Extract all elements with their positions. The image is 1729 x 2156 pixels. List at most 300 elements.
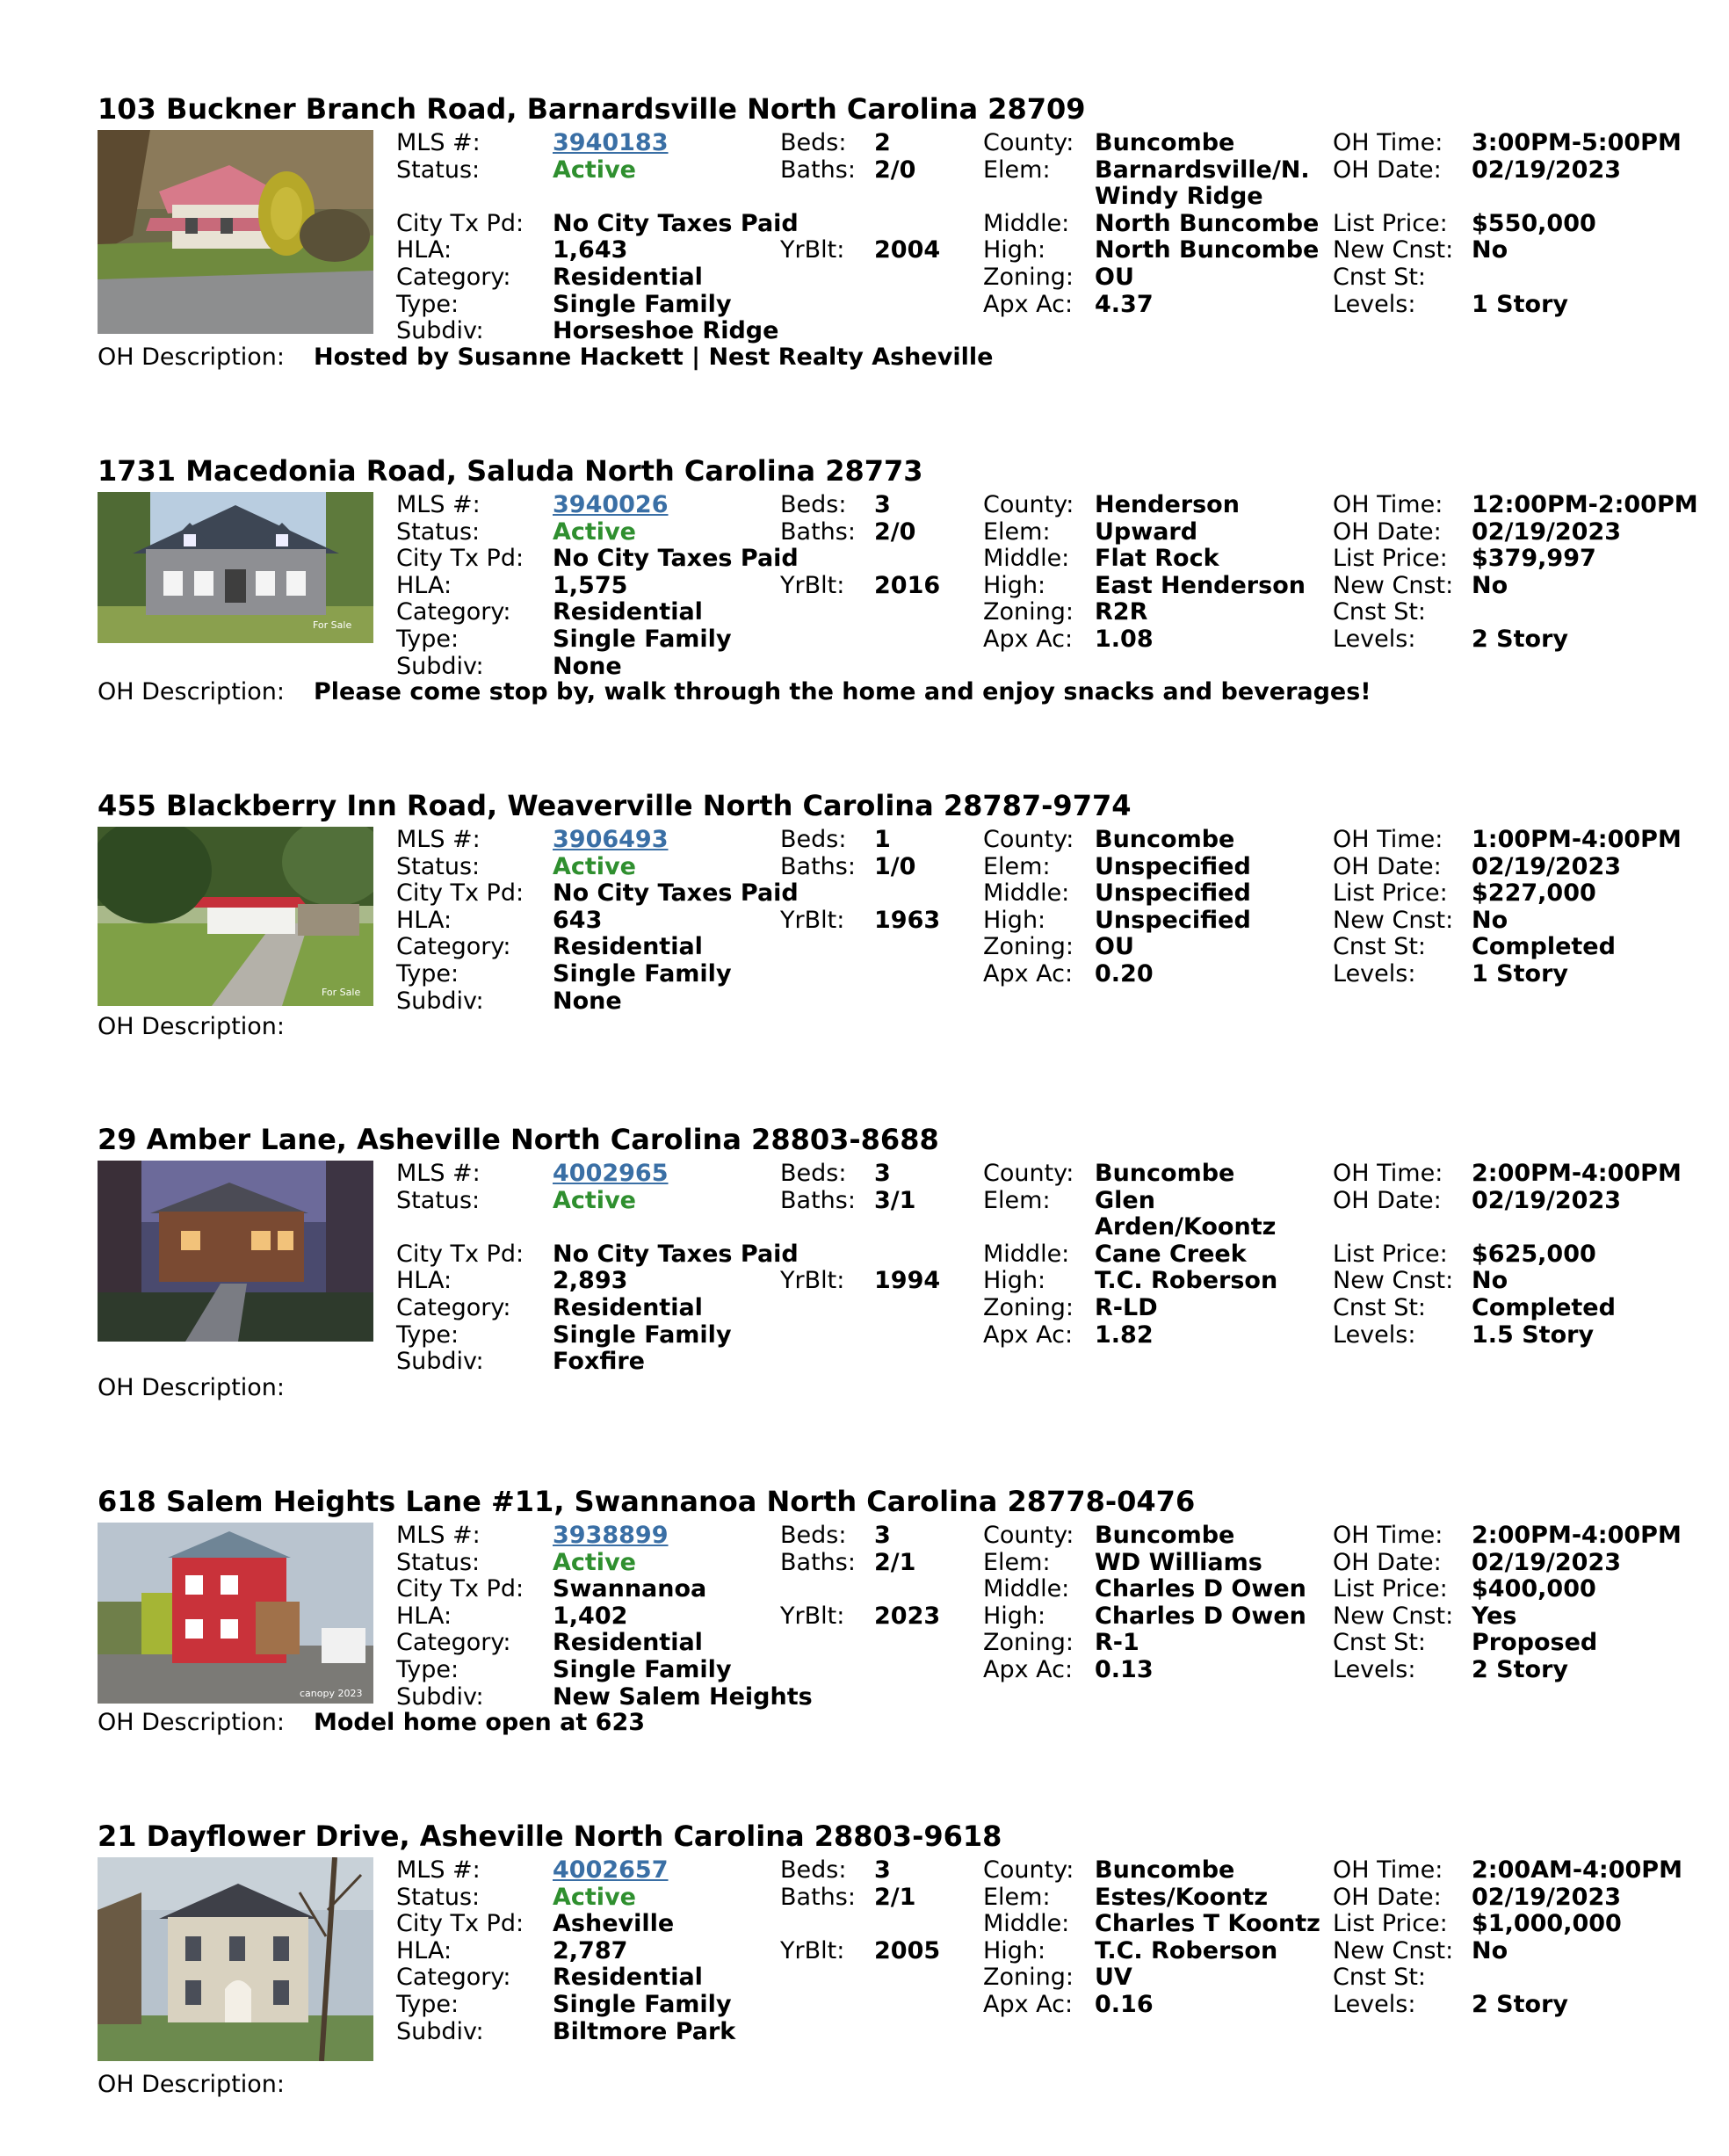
city-tax-label: City Tx Pd:	[396, 1910, 524, 1938]
subdiv-label: Subdiv:	[396, 1348, 484, 1376]
apx-ac-value: 1.08	[1095, 625, 1154, 653]
zoning-value: OU	[1095, 263, 1134, 291]
status-value: Active	[553, 517, 636, 546]
high-value: North Buncombe	[1095, 236, 1320, 264]
oh-time-label: OH Time:	[1333, 129, 1443, 156]
list-price-label: List Price:	[1333, 209, 1448, 237]
type-value: Single Family	[553, 959, 732, 988]
subdiv-value: None	[553, 652, 622, 680]
beds-value: 3	[874, 1160, 891, 1187]
listing-address: 455 Blackberry Inn Road, Weaverville North Carolina 28787-9774	[98, 789, 1132, 822]
listing-photo[interactable]	[98, 1857, 373, 2061]
listing-card	[98, 1125, 1705, 1459]
new-cnst-value: Yes	[1472, 1602, 1517, 1630]
house-photo-6	[98, 1857, 373, 2061]
city-tax-label: City Tx Pd:	[396, 545, 524, 573]
high-label: High:	[983, 571, 1046, 599]
baths-value: 1/0	[874, 852, 916, 880]
listing-card	[98, 1822, 1705, 2156]
apx-ac-value: 1.82	[1095, 1320, 1154, 1349]
city-tax-value: No City Taxes Paid	[553, 209, 799, 237]
baths-value: 2/1	[874, 1548, 916, 1576]
high-value: Unspecified	[1095, 906, 1251, 934]
cnst-st-label: Cnst St:	[1333, 1629, 1427, 1657]
high-value: T.C. Roberson	[1095, 1267, 1278, 1295]
oh-time-value: 1:00PM-4:00PM	[1472, 826, 1682, 853]
listing-details	[396, 130, 1705, 345]
type-value: Single Family	[553, 1990, 732, 2018]
type-label: Type:	[396, 625, 459, 653]
zoning-label: Zoning:	[983, 1293, 1074, 1321]
beds-value: 3	[874, 491, 891, 518]
baths-label: Baths:	[780, 852, 856, 880]
category-label: Category:	[396, 263, 511, 291]
type-value: Single Family	[553, 290, 732, 318]
zoning-value: R2R	[1095, 598, 1148, 626]
middle-label: Middle:	[983, 879, 1070, 908]
mls-link[interactable]: 4002657	[553, 1856, 669, 1884]
zoning-value: R-1	[1095, 1629, 1139, 1657]
apx-ac-value: 4.37	[1095, 290, 1154, 318]
house-photo-5	[98, 1523, 373, 1704]
zoning-value: OU	[1095, 933, 1134, 961]
hla-value: 2,893	[553, 1267, 628, 1295]
subdiv-value: None	[553, 987, 622, 1015]
beds-value: 3	[874, 1856, 891, 1884]
listing-card	[98, 92, 1705, 429]
yrblt-value: 2023	[874, 1602, 941, 1630]
list-price-value: $625,000	[1472, 1240, 1596, 1268]
cnst-st-value: Completed	[1472, 1293, 1616, 1321]
category-label: Category:	[396, 1293, 511, 1321]
baths-label: Baths:	[780, 1883, 856, 1911]
middle-value: Cane Creek	[1095, 1240, 1247, 1268]
elem-label: Elem:	[983, 852, 1051, 880]
levels-label: Levels:	[1333, 1655, 1416, 1683]
yrblt-value: 1963	[874, 906, 941, 934]
oh-date-label: OH Date:	[1333, 1548, 1442, 1576]
apx-ac-label: Apx Ac:	[983, 1990, 1074, 2018]
oh-description-label: OH Description:	[98, 1013, 286, 1040]
city-tax-value: No City Taxes Paid	[553, 1240, 799, 1268]
list-price-value: $550,000	[1472, 209, 1596, 237]
apx-ac-label: Apx Ac:	[983, 1655, 1074, 1683]
apx-ac-label: Apx Ac:	[983, 959, 1074, 988]
status-value: Active	[553, 852, 636, 880]
baths-label: Baths:	[780, 1548, 856, 1576]
levels-value: 2 Story	[1472, 625, 1569, 653]
subdiv-value: Foxfire	[553, 1348, 645, 1376]
high-label: High:	[983, 1602, 1046, 1630]
yrblt-value: 1994	[874, 1267, 941, 1295]
type-label: Type:	[396, 290, 459, 318]
oh-date-value: 02/19/2023	[1472, 1186, 1622, 1214]
status-value: Active	[553, 156, 636, 184]
baths-value: 2/1	[874, 1883, 916, 1911]
oh-description-label: OH Description:	[98, 678, 286, 705]
list-price-value: $227,000	[1472, 879, 1596, 908]
new-cnst-label: New Cnst:	[1333, 1936, 1454, 1964]
house-photo-1	[98, 130, 373, 334]
county-label: County:	[983, 129, 1074, 156]
apx-ac-value: 0.13	[1095, 1655, 1154, 1683]
list-price-label: List Price:	[1333, 1240, 1448, 1268]
listing-address: 103 Buckner Branch Road, Barnardsville North Carolina 28709	[98, 92, 1086, 126]
yrblt-label: YrBlt:	[780, 1936, 845, 1964]
cnst-st-value	[1472, 1964, 1705, 1992]
mls-link[interactable]: 3938899	[553, 1522, 669, 1549]
oh-description-label: OH Description:	[98, 1374, 286, 1401]
oh-time-value: 2:00PM-4:00PM	[1472, 1522, 1682, 1549]
elem-value: WD Williams	[1095, 1548, 1262, 1576]
high-label: High:	[983, 906, 1046, 934]
list-price-value: $379,997	[1472, 545, 1596, 573]
new-cnst-label: New Cnst:	[1333, 906, 1454, 934]
apx-ac-label: Apx Ac:	[983, 625, 1074, 653]
type-value: Single Family	[553, 1655, 732, 1683]
category-label: Category:	[396, 1964, 511, 1992]
levels-label: Levels:	[1333, 959, 1416, 988]
levels-value: 2 Story	[1472, 1655, 1569, 1683]
yrblt-label: YrBlt:	[780, 1267, 845, 1295]
listing-photo[interactable]	[98, 1523, 373, 1704]
subdiv-value: Horseshoe Ridge	[553, 317, 779, 345]
type-value: Single Family	[553, 1320, 732, 1349]
city-tax-label: City Tx Pd:	[396, 879, 524, 908]
subdiv-label: Subdiv:	[396, 317, 484, 345]
listing-details	[396, 827, 1705, 1015]
house-photo-4	[98, 1161, 373, 1342]
status-label: Status:	[396, 1186, 481, 1214]
new-cnst-value: No	[1472, 906, 1508, 934]
yrblt-value: 2016	[874, 571, 941, 599]
oh-description	[98, 344, 993, 372]
oh-description-value: Hosted by Susanne Hackett | Nest Realty Asheville	[314, 344, 994, 371]
list-price-value: $400,000	[1472, 1575, 1596, 1603]
cnst-st-value	[1472, 599, 1705, 626]
subdiv-value: Biltmore Park	[553, 2017, 736, 2045]
elem-label: Elem:	[983, 1548, 1051, 1576]
levels-label: Levels:	[1333, 1320, 1416, 1349]
levels-label: Levels:	[1333, 290, 1416, 318]
city-tax-value: No City Taxes Paid	[553, 545, 799, 573]
category-label: Category:	[396, 598, 511, 626]
oh-date-label: OH Date:	[1333, 1186, 1442, 1214]
cnst-st-label: Cnst St:	[1333, 263, 1427, 291]
oh-date-label: OH Date:	[1333, 1883, 1442, 1911]
type-label: Type:	[396, 1320, 459, 1349]
middle-label: Middle:	[983, 545, 1070, 573]
yrblt-value: 2004	[874, 236, 941, 264]
levels-value: 2 Story	[1472, 1990, 1569, 2018]
oh-description	[98, 1710, 645, 1737]
hla-label: HLA:	[396, 1602, 452, 1630]
levels-label: Levels:	[1333, 625, 1416, 653]
county-value: Buncombe	[1095, 1856, 1235, 1884]
elem-label: Elem:	[983, 1186, 1051, 1214]
type-value: Single Family	[553, 625, 732, 653]
category-value: Residential	[553, 1293, 703, 1321]
city-tax-value: No City Taxes Paid	[553, 879, 799, 908]
hla-label: HLA:	[396, 1936, 452, 1964]
listing-details	[396, 1161, 1705, 1376]
county-value: Henderson	[1095, 491, 1240, 518]
hla-value: 1,643	[553, 236, 628, 264]
oh-description-label: OH Description:	[98, 2071, 286, 2098]
category-label: Category:	[396, 1629, 511, 1657]
hla-label: HLA:	[396, 1267, 452, 1295]
status-label: Status:	[396, 517, 481, 546]
high-label: High:	[983, 1936, 1046, 1964]
oh-description	[98, 1014, 314, 1041]
mls-link[interactable]: 3940183	[553, 129, 669, 156]
elem-label: Elem:	[983, 156, 1051, 184]
category-value: Residential	[553, 1629, 703, 1657]
list-price-value: $1,000,000	[1472, 1910, 1622, 1938]
category-value: Residential	[553, 598, 703, 626]
listing-address: 21 Dayflower Drive, Asheville North Carolina 28803-9618	[98, 1820, 1002, 1853]
oh-description	[98, 679, 1371, 706]
oh-date-value: 02/19/2023	[1472, 852, 1622, 880]
beds-label: Beds:	[780, 491, 847, 518]
cnst-st-label: Cnst St:	[1333, 1964, 1427, 1992]
house-photo-3	[98, 827, 373, 1006]
category-value: Residential	[553, 263, 703, 291]
oh-date-value: 02/19/2023	[1472, 1883, 1622, 1911]
middle-label: Middle:	[983, 1910, 1070, 1938]
oh-time-value: 3:00PM-5:00PM	[1472, 129, 1682, 156]
mls-label: MLS #:	[396, 826, 481, 853]
elem-value: Unspecified	[1095, 852, 1251, 880]
county-label: County:	[983, 1522, 1074, 1549]
elem-label: Elem:	[983, 1883, 1051, 1911]
baths-label: Baths:	[780, 1186, 856, 1214]
high-value: T.C. Roberson	[1095, 1936, 1278, 1964]
zoning-value: UV	[1095, 1964, 1132, 1992]
oh-description-value: Please come stop by, walk through the home and enjoy snacks and beverages!	[314, 678, 1371, 705]
baths-value: 2/0	[874, 517, 916, 546]
listing-address: 1731 Macedonia Road, Saluda North Carolina 28773	[98, 454, 923, 488]
photo-caption: For Sale	[313, 619, 352, 631]
county-label: County:	[983, 491, 1074, 518]
beds-value: 1	[874, 826, 891, 853]
hla-value: 643	[553, 906, 603, 934]
listing-card	[98, 1487, 1705, 1821]
category-value: Residential	[553, 1964, 703, 1992]
middle-value: Charles D Owen	[1095, 1575, 1306, 1603]
mls-label: MLS #:	[396, 1856, 481, 1884]
list-price-label: List Price:	[1333, 879, 1448, 908]
yrblt-label: YrBlt:	[780, 906, 845, 934]
cnst-st-value: Completed	[1472, 933, 1616, 961]
oh-date-value: 02/19/2023	[1472, 517, 1622, 546]
beds-label: Beds:	[780, 826, 847, 853]
oh-time-label: OH Time:	[1333, 826, 1443, 853]
listing-details	[396, 492, 1705, 680]
oh-time-label: OH Time:	[1333, 1522, 1443, 1549]
oh-date-value: 02/19/2023	[1472, 156, 1622, 184]
apx-ac-value: 0.16	[1095, 1990, 1154, 2018]
photo-caption: For Sale	[322, 987, 361, 998]
hla-value: 2,787	[553, 1936, 628, 1964]
oh-date-label: OH Date:	[1333, 852, 1442, 880]
subdiv-label: Subdiv:	[396, 652, 484, 680]
city-tax-value: Asheville	[553, 1910, 675, 1938]
listing-details	[396, 1523, 1705, 1711]
status-label: Status:	[396, 1883, 481, 1911]
cnst-st-value: Proposed	[1472, 1629, 1598, 1657]
hla-value: 1,575	[553, 571, 628, 599]
hla-label: HLA:	[396, 236, 452, 264]
listing-photo[interactable]	[98, 130, 373, 334]
baths-label: Baths:	[780, 156, 856, 184]
middle-value: North Buncombe	[1095, 209, 1320, 237]
elem-value: Estes/Koontz	[1095, 1883, 1269, 1911]
city-tax-value: Swannanoa	[553, 1575, 707, 1603]
status-label: Status:	[396, 1548, 481, 1576]
category-label: Category:	[396, 933, 511, 961]
status-value: Active	[553, 1186, 636, 1214]
beds-value: 3	[874, 1522, 891, 1549]
beds-label: Beds:	[780, 129, 847, 156]
house-photo-2	[98, 492, 373, 643]
new-cnst-value: No	[1472, 1936, 1508, 1964]
oh-time-label: OH Time:	[1333, 491, 1443, 518]
category-value: Residential	[553, 933, 703, 961]
levels-label: Levels:	[1333, 1990, 1416, 2018]
new-cnst-label: New Cnst:	[1333, 236, 1454, 264]
listing-details	[396, 1857, 1705, 2045]
type-label: Type:	[396, 1990, 459, 2018]
yrblt-label: YrBlt:	[780, 571, 845, 599]
cnst-st-label: Cnst St:	[1333, 933, 1427, 961]
status-value: Active	[553, 1883, 636, 1911]
beds-label: Beds:	[780, 1522, 847, 1549]
mls-link[interactable]: 3906493	[553, 826, 669, 853]
status-value: Active	[553, 1548, 636, 1576]
listing-card	[98, 454, 1705, 791]
levels-value: 1 Story	[1472, 290, 1569, 318]
type-label: Type:	[396, 1655, 459, 1683]
oh-time-value: 2:00PM-4:00PM	[1472, 1160, 1682, 1187]
zoning-label: Zoning:	[983, 1964, 1074, 1992]
high-value: Charles D Owen	[1095, 1602, 1306, 1630]
status-label: Status:	[396, 156, 481, 184]
levels-value: 1 Story	[1472, 959, 1569, 988]
beds-value: 2	[874, 129, 891, 156]
subdiv-label: Subdiv:	[396, 1682, 484, 1711]
subdiv-label: Subdiv:	[396, 987, 484, 1015]
oh-description	[98, 1375, 314, 1402]
elem-value: Upward	[1095, 517, 1198, 546]
middle-value: Charles T Koontz	[1095, 1910, 1320, 1938]
elem-value: Barnardsville/N. Windy Ridge	[1095, 156, 1310, 211]
listing-address: 618 Salem Heights Lane #11, Swannanoa North Carolina 28778-0476	[98, 1485, 1196, 1518]
oh-time-label: OH Time:	[1333, 1160, 1443, 1187]
baths-label: Baths:	[780, 517, 856, 546]
county-label: County:	[983, 1160, 1074, 1187]
levels-value: 1.5 Story	[1472, 1320, 1595, 1349]
new-cnst-value: No	[1472, 236, 1508, 264]
elem-label: Elem:	[983, 517, 1051, 546]
hla-label: HLA:	[396, 571, 452, 599]
oh-time-value: 12:00PM-2:00PM	[1472, 491, 1698, 518]
hla-label: HLA:	[396, 906, 452, 934]
zoning-label: Zoning:	[983, 1629, 1074, 1657]
photo-caption: canopy 2023	[300, 1688, 363, 1699]
zoning-label: Zoning:	[983, 933, 1074, 961]
baths-value: 2/0	[874, 156, 916, 184]
mls-label: MLS #:	[396, 491, 481, 518]
middle-label: Middle:	[983, 209, 1070, 237]
new-cnst-label: New Cnst:	[1333, 1602, 1454, 1630]
oh-description-label: OH Description:	[98, 1709, 286, 1736]
subdiv-value: New Salem Heights	[553, 1682, 813, 1711]
oh-date-value: 02/19/2023	[1472, 1548, 1622, 1576]
mls-link[interactable]: 4002965	[553, 1160, 669, 1187]
oh-time-value: 2:00AM-4:00PM	[1472, 1856, 1682, 1884]
yrblt-value: 2005	[874, 1936, 941, 1964]
high-value: East Henderson	[1095, 571, 1306, 599]
list-price-label: List Price:	[1333, 1575, 1448, 1603]
mls-label: MLS #:	[396, 1522, 481, 1549]
county-value: Buncombe	[1095, 129, 1235, 156]
elem-value: Glen Arden/Koontz	[1095, 1186, 1277, 1241]
county-label: County:	[983, 826, 1074, 853]
oh-time-label: OH Time:	[1333, 1856, 1443, 1884]
oh-date-label: OH Date:	[1333, 517, 1442, 546]
city-tax-label: City Tx Pd:	[396, 1240, 524, 1268]
high-label: High:	[983, 1267, 1046, 1295]
yrblt-label: YrBlt:	[780, 236, 845, 264]
county-value: Buncombe	[1095, 1160, 1235, 1187]
beds-label: Beds:	[780, 1160, 847, 1187]
listing-card	[98, 789, 1705, 1125]
cnst-st-label: Cnst St:	[1333, 1293, 1427, 1321]
status-label: Status:	[396, 852, 481, 880]
apx-ac-value: 0.20	[1095, 959, 1154, 988]
cnst-st-label: Cnst St:	[1333, 598, 1427, 626]
county-value: Buncombe	[1095, 1522, 1235, 1549]
hla-value: 1,402	[553, 1602, 628, 1630]
new-cnst-value: No	[1472, 571, 1508, 599]
zoning-value: R-LD	[1095, 1293, 1158, 1321]
mls-label: MLS #:	[396, 1160, 481, 1187]
new-cnst-label: New Cnst:	[1333, 571, 1454, 599]
zoning-label: Zoning:	[983, 263, 1074, 291]
listing-address: 29 Amber Lane, Asheville North Carolina 28803-8688	[98, 1123, 939, 1156]
beds-label: Beds:	[780, 1856, 847, 1884]
listing-photo[interactable]	[98, 827, 373, 1006]
city-tax-label: City Tx Pd:	[396, 209, 524, 237]
new-cnst-label: New Cnst:	[1333, 1267, 1454, 1295]
type-label: Type:	[396, 959, 459, 988]
middle-value: Flat Rock	[1095, 545, 1219, 573]
mls-link[interactable]: 3940026	[553, 491, 669, 518]
listing-photo[interactable]	[98, 492, 373, 643]
yrblt-label: YrBlt:	[780, 1602, 845, 1630]
apx-ac-label: Apx Ac:	[983, 290, 1074, 318]
oh-description-value: Model home open at 623	[314, 1709, 646, 1736]
middle-value: Unspecified	[1095, 879, 1251, 908]
middle-label: Middle:	[983, 1240, 1070, 1268]
new-cnst-value: No	[1472, 1267, 1508, 1295]
middle-label: Middle:	[983, 1575, 1070, 1603]
listing-photo[interactable]	[98, 1161, 373, 1342]
city-tax-label: City Tx Pd:	[396, 1575, 524, 1603]
oh-description	[98, 2072, 314, 2099]
mls-label: MLS #:	[396, 129, 481, 156]
